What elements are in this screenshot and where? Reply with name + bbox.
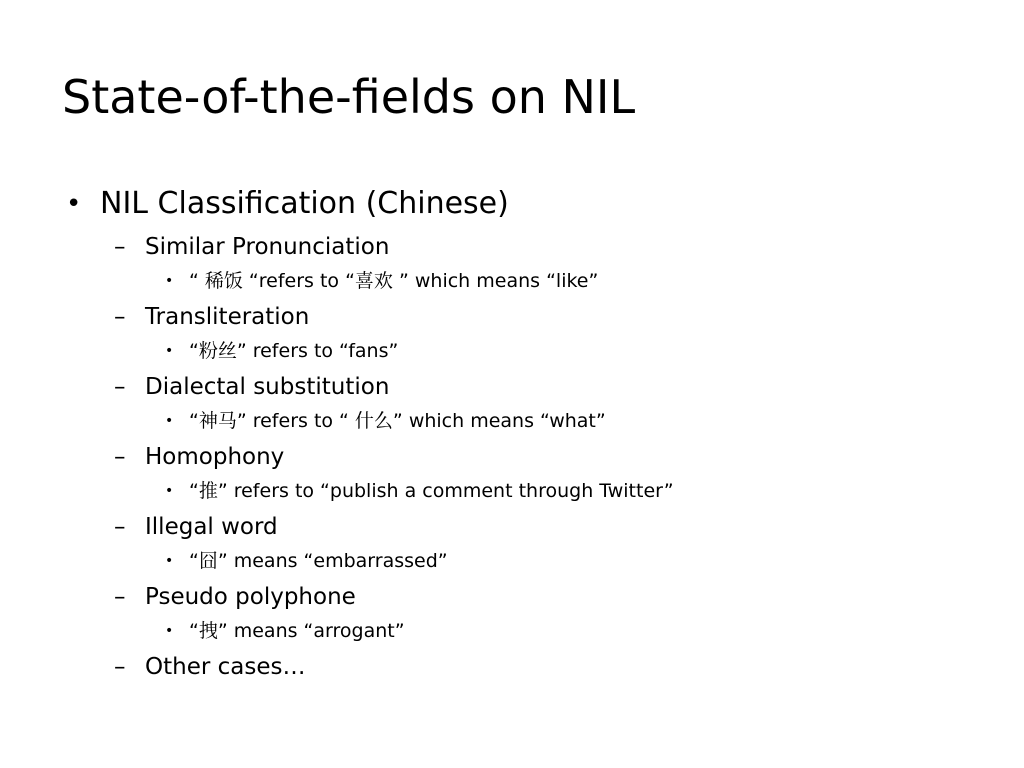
bullet-dot-icon: •: [165, 553, 174, 569]
bullet-dot-icon: •: [66, 189, 82, 219]
dash-icon: –: [114, 304, 126, 330]
bullet-item-level2: [62, 650, 962, 684]
bullet-item-level2: [62, 370, 962, 404]
bullet-item-level3: [62, 264, 962, 300]
bullet-text: “粉丝” refers to “fans”: [189, 340, 399, 362]
bullet-item-level3: [62, 404, 962, 440]
dash-icon: –: [114, 654, 126, 680]
bullet-text: Transliteration: [145, 304, 310, 330]
dash-icon: –: [114, 374, 126, 400]
bullet-item-level3: [62, 474, 962, 510]
bullet-text: “拽” means “arrogant”: [189, 620, 405, 642]
dash-icon: –: [114, 514, 126, 540]
bullet-text: Other cases…: [145, 654, 306, 680]
bullet-item-level3: [62, 334, 962, 370]
bullet-text: Dialectal substitution: [145, 374, 390, 400]
bullet-item-level3: [62, 544, 962, 580]
bullet-dot-icon: •: [165, 343, 174, 359]
dash-icon: –: [114, 234, 126, 260]
bullet-text: “神马” refers to “ 什么” which means “what”: [189, 410, 606, 432]
bullet-dot-icon: •: [165, 273, 174, 289]
bullet-item-level2: [62, 300, 962, 334]
slide-title: State-of-the-fields on NIL: [62, 70, 636, 124]
bullet-text: Similar Pronunciation: [145, 234, 390, 260]
bullet-text: “ 稀饭 “refers to “喜欢 ” which means “like”: [189, 270, 599, 292]
bullet-item-level2: [62, 580, 962, 614]
bullet-item-level3: [62, 614, 962, 650]
bullet-item-level2: [62, 230, 962, 264]
bullet-text: “囧” means “embarrassed”: [189, 550, 448, 572]
bullet-dot-icon: •: [165, 413, 174, 429]
bullet-text: Pseudo polyphone: [145, 584, 356, 610]
dash-icon: –: [114, 444, 126, 470]
bullet-text: “推” refers to “publish a comment through Twitter”: [189, 480, 674, 502]
bullet-dot-icon: •: [165, 623, 174, 639]
dash-icon: –: [114, 584, 126, 610]
bullet-item-level1: [62, 182, 962, 230]
bullet-list: [62, 182, 962, 684]
bullet-item-level2: [62, 510, 962, 544]
bullet-text: NIL Classification (Chinese): [100, 186, 509, 221]
bullet-text: Illegal word: [145, 514, 278, 540]
bullet-item-level2: [62, 440, 962, 474]
bullet-text: Homophony: [145, 444, 285, 470]
bullet-dot-icon: •: [165, 483, 174, 499]
